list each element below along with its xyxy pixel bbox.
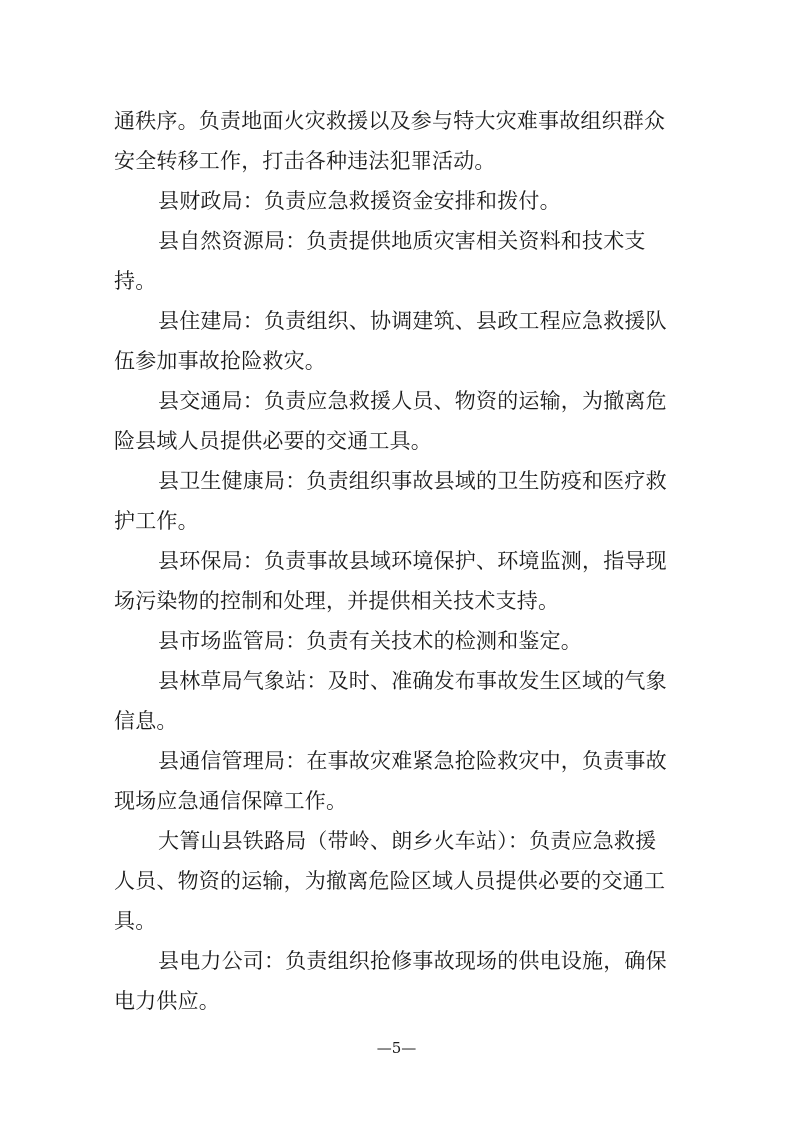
text-line: 县住建局：负责组织、协调建筑、县政工程应急救援队 [158,309,667,333]
text-line: 护工作。 [114,509,199,533]
text-line: 场污染物的控制和处理，并提供相关技术支持。 [114,589,560,613]
text-line: 县环保局：负责事故县域环境保护、环境监测，指导现 [158,549,667,573]
document-body [114,101,680,1021]
text-line: 县卫生健康局：负责组织事故县域的卫生防疫和医疗救 [158,469,667,493]
text-line: 县林草局气象站：及时、准确发布事故发生区域的气象 [158,669,667,693]
text-line: 具。 [114,909,157,933]
text-line: 县市场监管局：负责有关技术的检测和鉴定。 [158,629,582,653]
text-line: 险县域人员提供必要的交通工具。 [114,429,432,453]
text-line: 通秩序。负责地面火灾救援以及参与特大灾难事故组织群众 [114,109,666,133]
text-line: 持。 [114,269,157,293]
text-line: 大箐山县铁路局（带岭、朗乡火车站）：负责应急救援 [158,829,657,853]
text-line: 人员、物资的运输，为撤离危险区域人员提供必要的交通工 [114,869,666,893]
text-line: 信息。 [114,709,178,733]
page-number: —5— [376,1039,417,1057]
text-line: 电力供应。 [114,989,220,1013]
text-line: 县财政局：负责应急救援资金安排和拨付。 [158,189,561,213]
text-line: 县通信管理局：在事故灾难紧急抢险救灾中，负责事故 [158,749,667,773]
text-line: 现场应急通信保障工作。 [114,789,348,813]
text-line: 伍参加事故抢险救灾。 [114,349,326,373]
text-line: 县自然资源局：负责提供地质灾害相关资料和技术支 [158,229,646,253]
text-line: 安全转移工作，打击各种违法犯罪活动。 [114,149,496,173]
text-line: 县交通局：负责应急救援人员、物资的运输，为撤离危 [158,389,667,413]
text-line: 县电力公司：负责组织抢修事故现场的供电设施，确保 [158,949,667,973]
